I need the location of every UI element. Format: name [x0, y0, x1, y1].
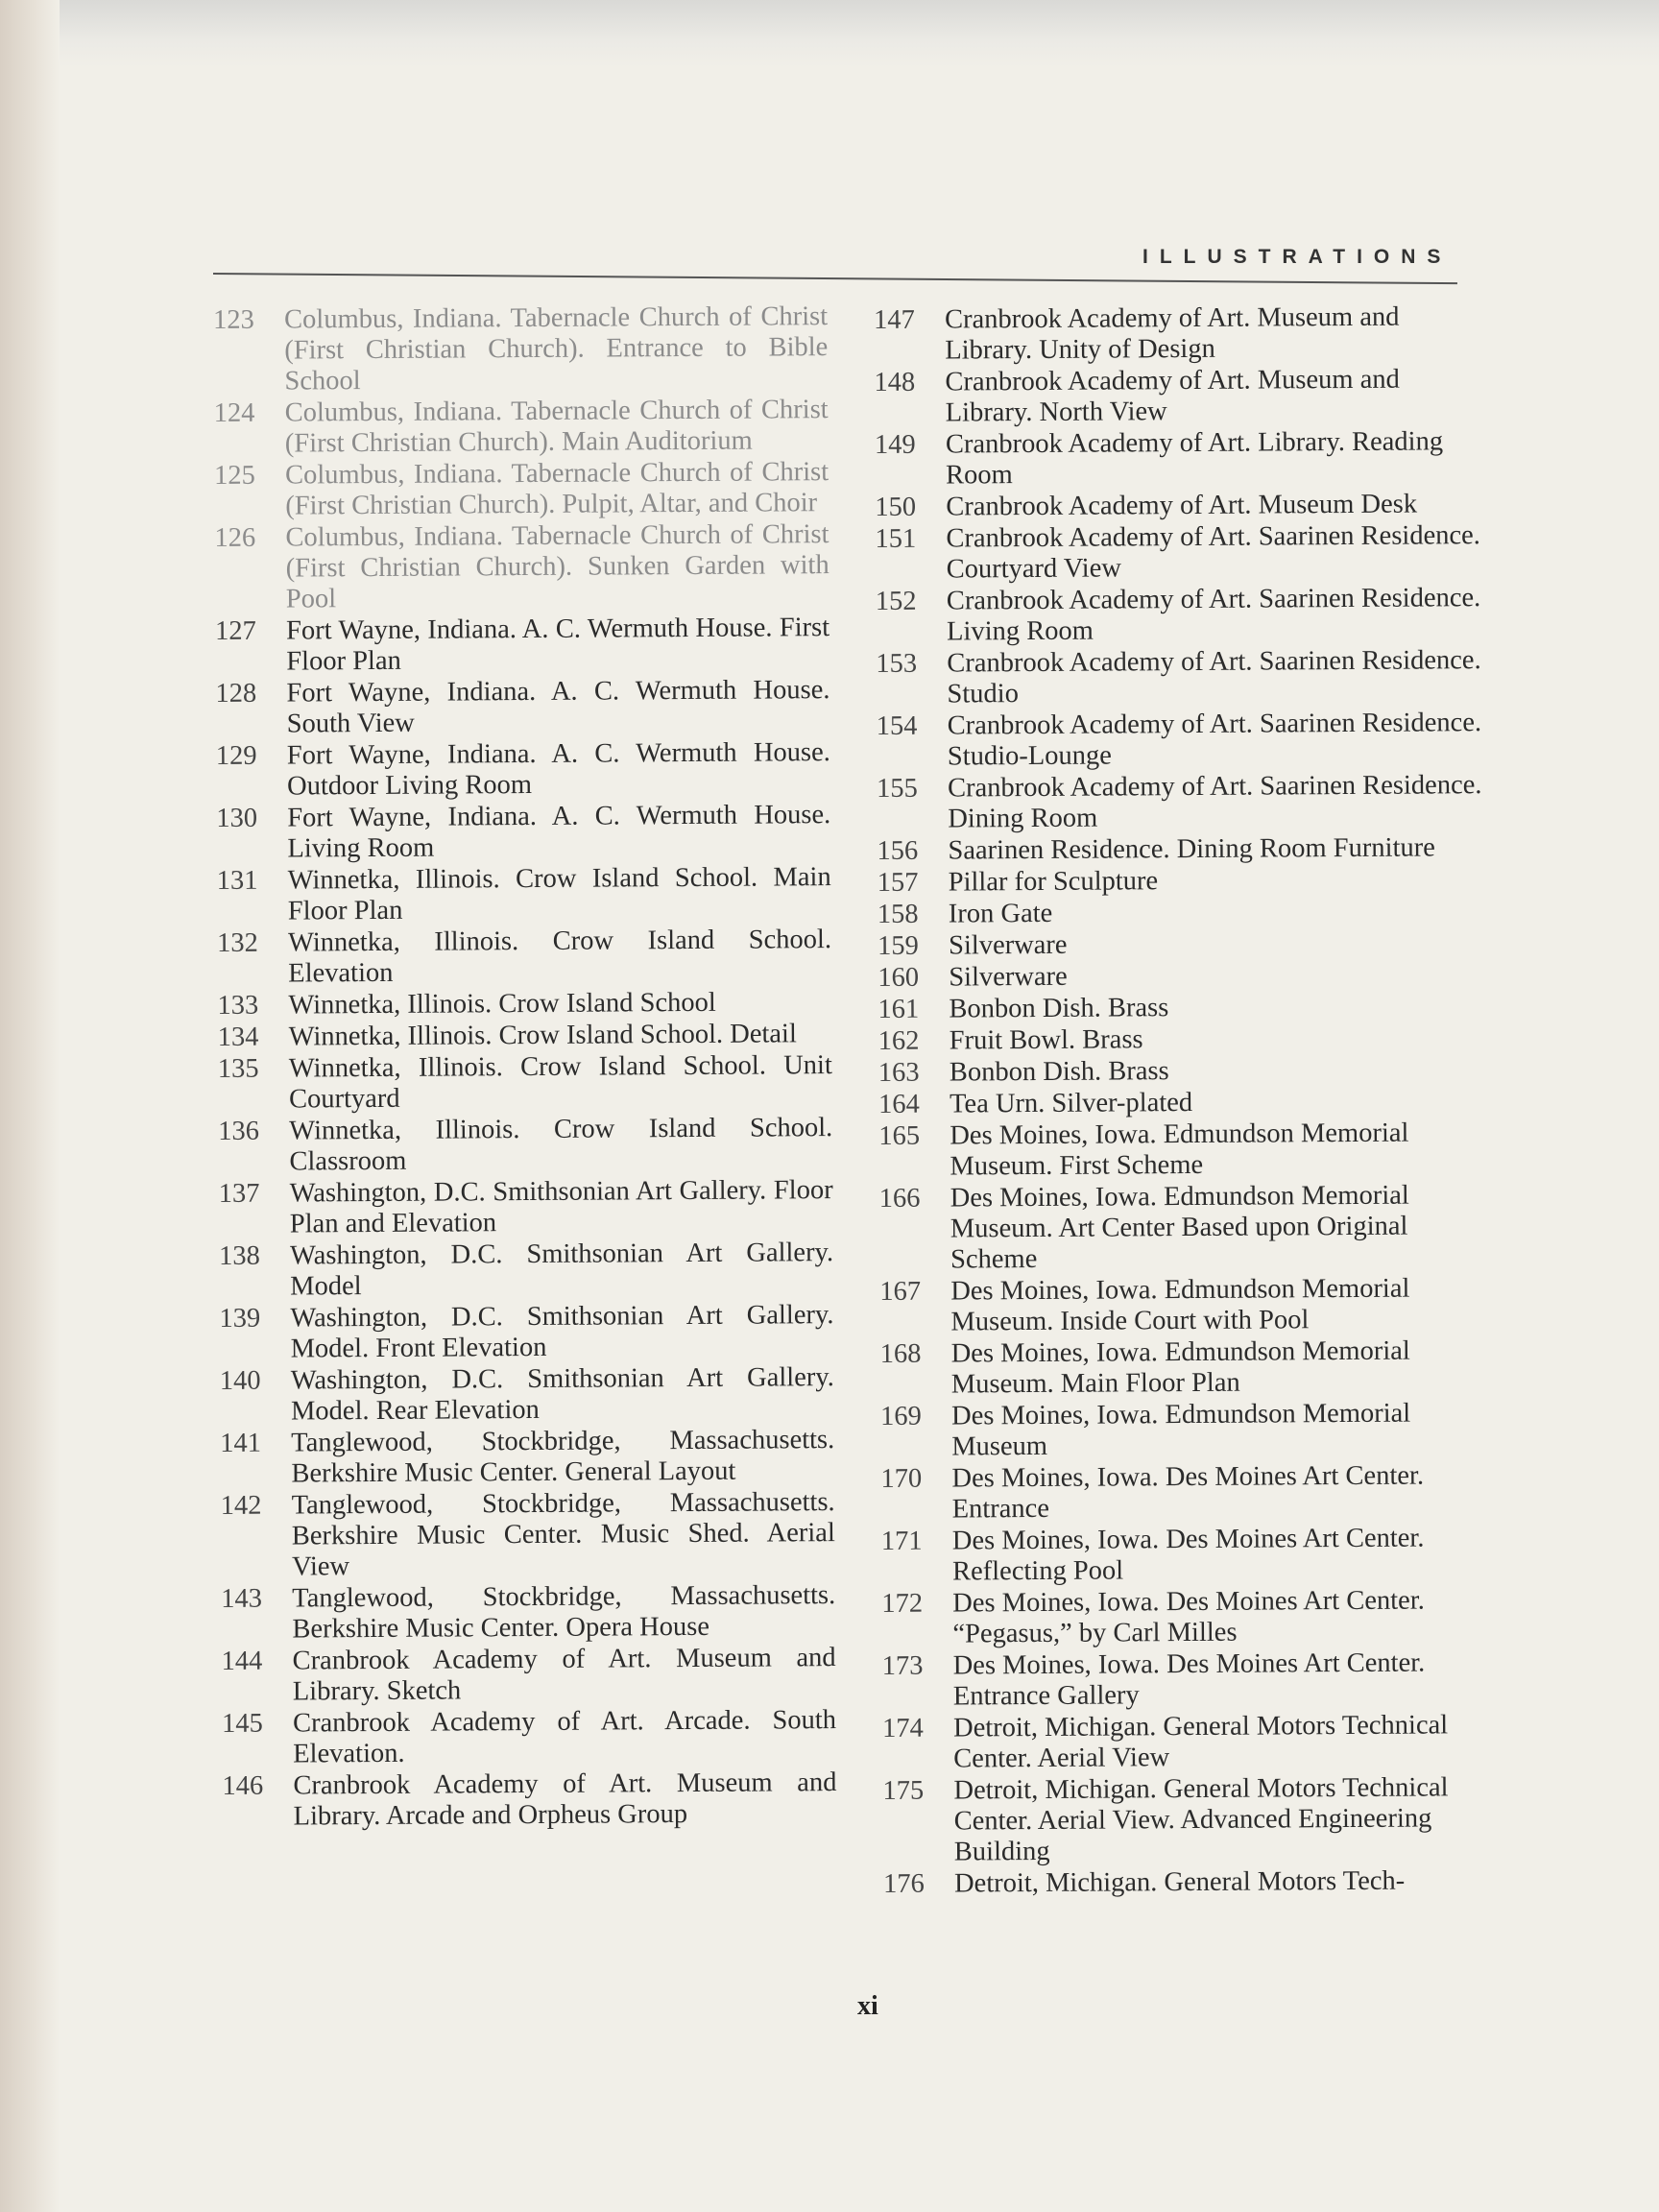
entry-number: 150: [875, 492, 917, 522]
illustration-entry: [878, 1118, 1493, 1183]
book-spine-shadow: [0, 0, 60, 2212]
entry-number: 137: [218, 1178, 260, 1209]
entry-caption: Bonbon Dish. Brass: [949, 1056, 1169, 1088]
entry-number: 140: [219, 1365, 261, 1396]
entry-caption: Cranbrook Academy of Art. Library. Reading Room: [945, 426, 1444, 491]
illustration-entry: [874, 301, 1488, 367]
illustration-entry: [214, 457, 829, 522]
illustration-entry: [874, 364, 1488, 429]
entry-number: 142: [220, 1490, 262, 1521]
illustration-entry: [878, 1086, 1493, 1120]
entry-number: 161: [878, 994, 920, 1024]
illustration-entry: [221, 1487, 836, 1583]
entry-caption: Des Moines, Iowa. Des Moines Art Center. “Pegasus,” by Carl Milles: [952, 1585, 1425, 1649]
entry-number: 158: [877, 899, 919, 929]
entry-number: 133: [217, 990, 259, 1021]
entry-number: 152: [875, 586, 917, 616]
illustration-entry: [876, 583, 1490, 648]
illustration-entry: [877, 770, 1491, 835]
illustration-entry: [878, 959, 1492, 994]
illustration-entry: [216, 800, 830, 865]
illustration-entry: [882, 1772, 1498, 1868]
illustration-entry: [879, 1180, 1495, 1276]
illustration-entry: [877, 832, 1491, 867]
entry-number: 138: [218, 1240, 260, 1271]
illustration-entry: [878, 1054, 1493, 1089]
entry-number: 173: [881, 1650, 924, 1681]
entry-number: 156: [877, 835, 919, 866]
entry-number: 148: [874, 367, 916, 397]
entry-number: 145: [221, 1708, 263, 1739]
entry-caption: Washington, D.C. Smithsonian Art Gallery. Model. Front Elevation: [290, 1300, 834, 1364]
illustration-entry: [219, 1238, 833, 1303]
illustration-entry: [877, 708, 1491, 773]
entry-number: 149: [874, 429, 916, 460]
illustration-entry: [216, 737, 830, 803]
entry-number: 153: [876, 648, 918, 679]
entry-caption: Silverware: [948, 929, 1068, 961]
entry-caption: Silverware: [949, 961, 1068, 993]
entry-caption: Winnetka, Illinois. Crow Island School: [288, 987, 716, 1021]
entry-number: 126: [214, 522, 256, 553]
entry-number: 165: [878, 1120, 921, 1151]
entry-caption: Iron Gate: [948, 898, 1053, 929]
entry-caption: Tea Urn. Silver-plated: [949, 1087, 1193, 1119]
header-rule: [213, 273, 1457, 284]
entry-caption: Des Moines, Iowa. Edmundson Memorial Museum. Art Center Based upon Original Scheme: [950, 1180, 1409, 1275]
entry-caption: Cranbrook Academy of Art. Saarinen Residence. Studio: [947, 645, 1481, 709]
illustration-entry: [222, 1767, 836, 1833]
illustration-entry: [217, 925, 831, 990]
left-column-list: [213, 301, 837, 1834]
entry-number: 157: [877, 867, 919, 898]
entry-caption: Cranbrook Academy of Art. Museum and Library. North View: [945, 364, 1400, 428]
entry-number: 151: [875, 523, 917, 554]
illustration-entry: [880, 1398, 1495, 1463]
page-top-shadow: [0, 0, 1659, 67]
illustration-entry: [219, 1175, 833, 1240]
entry-caption: Cranbrook Academy of Art. Museum and Library. Arcade and Orpheus Group: [293, 1767, 837, 1832]
illustration-entry: [878, 991, 1492, 1025]
illustration-entry: [215, 675, 830, 740]
entry-number: 176: [882, 1868, 925, 1899]
entry-number: 172: [881, 1588, 924, 1619]
entry-number: 168: [879, 1338, 922, 1369]
entry-number: 175: [882, 1775, 925, 1806]
entry-number: 162: [878, 1025, 920, 1056]
entry-caption: Winnetka, Illinois. Crow Island School. Unit Courtyard: [288, 1050, 832, 1115]
entry-number: 129: [215, 740, 257, 771]
illustration-entry: [882, 1647, 1497, 1713]
entry-number: 128: [215, 678, 257, 709]
entry-number: 169: [879, 1401, 922, 1431]
page-number: xi: [857, 1991, 878, 2021]
entry-caption: Cranbrook Academy of Art. Museum and Library. Unity of Design: [944, 301, 1400, 366]
entry-number: 174: [881, 1713, 924, 1743]
illustration-entry: [876, 645, 1490, 710]
illustration-entry: [880, 1460, 1495, 1526]
entry-number: 154: [876, 710, 918, 741]
entry-caption: Des Moines, Iowa. Edmundson Memorial Museum. Inside Court with Pool: [950, 1273, 1410, 1337]
section-title: ILLUSTRATIONS: [1142, 246, 1453, 268]
entry-caption: Tanglewood, Stockbridge, Massachusetts. Berkshire Music Center. Opera House: [292, 1580, 836, 1645]
entry-caption: Winnetka, Illinois. Crow Island School. Elevation: [287, 925, 832, 989]
illustration-entry: [875, 489, 1489, 523]
entry-caption: Winnetka, Illinois. Crow Island School. Classroom: [289, 1113, 833, 1177]
entry-number: 132: [216, 927, 258, 958]
entry-number: 139: [219, 1303, 261, 1334]
illustration-entry: [217, 987, 831, 1022]
entry-caption: Detroit, Michigan. General Motors Technical Center. Aerial View: [952, 1710, 1449, 1774]
entry-number: 167: [879, 1276, 922, 1307]
illustration-entry: [218, 1019, 832, 1053]
entry-number: 171: [880, 1526, 923, 1556]
entry-caption: Columbus, Indiana. Tabernacle Church of Christ (First Christian Church). Entrance to Bible School: [283, 301, 829, 397]
entry-number: 136: [218, 1116, 260, 1146]
illustration-entry: [879, 1273, 1494, 1338]
entry-number: 134: [217, 1022, 259, 1052]
entry-caption: Saarinen Residence. Dining Room Furniture: [948, 832, 1435, 866]
entry-caption: Des Moines, Iowa. Des Moines Art Center. Entrance: [951, 1460, 1425, 1525]
illustration-entry: [883, 1865, 1498, 1900]
entry-caption: Des Moines, Iowa. Des Moines Art Center. Reflecting Pool: [951, 1523, 1425, 1587]
entry-caption: Fort Wayne, Indiana. A. C. Wermuth House. First Floor Plan: [285, 613, 830, 677]
entry-caption: Cranbrook Academy of Art. Saarinen Residence. Courtyard View: [946, 520, 1480, 585]
entry-caption: Pillar for Sculpture: [948, 866, 1159, 898]
entry-number: 135: [217, 1053, 259, 1084]
illustration-entry: [218, 1113, 832, 1178]
illustration-entry: [217, 862, 831, 927]
entry-caption: Des Moines, Iowa. Edmundson Memorial Museum. Main Floor Plan: [950, 1335, 1410, 1400]
illustration-entry: [214, 395, 829, 460]
entry-number: 163: [878, 1057, 920, 1088]
illustration-entry: [878, 896, 1492, 930]
entry-number: 130: [216, 803, 258, 833]
entry-number: 147: [874, 304, 915, 335]
entry-caption: Tanglewood, Stockbridge, Massachusetts. Berkshire Music Center. Music Shed. Aerial View: [291, 1487, 835, 1582]
entry-caption: Cranbrook Academy of Art. Saarinen Residence. Studio-Lounge: [947, 708, 1482, 772]
illustration-entry: [220, 1425, 834, 1490]
illustration-entry: [215, 613, 830, 678]
entry-number: 124: [213, 397, 255, 428]
entry-caption: Winnetka, Illinois. Crow Island School. Main Floor Plan: [287, 862, 831, 926]
illustration-entry: [221, 1580, 835, 1646]
entry-number: 160: [878, 962, 920, 993]
entry-caption: Fort Wayne, Indiana. A. C. Wermuth House. Living Room: [287, 800, 831, 864]
entry-number: 146: [222, 1770, 264, 1801]
illustration-entry: [878, 864, 1492, 899]
illustration-entry: [220, 1362, 834, 1428]
entry-caption: Fort Wayne, Indiana. A. C. Wermuth House. South View: [286, 675, 830, 739]
illustration-entry: [213, 301, 829, 397]
illustration-entry: [878, 1022, 1493, 1057]
entry-number: 143: [221, 1583, 263, 1614]
entry-caption: Columbus, Indiana. Tabernacle Church of Christ (First Christian Church). Pulpit, Altar, and Choir: [284, 457, 830, 521]
entry-number: 159: [877, 930, 919, 961]
entry-caption: Washington, D.C. Smithsonian Art Gallery. Model: [289, 1238, 834, 1302]
entry-caption: Des Moines, Iowa. Des Moines Art Center. Entrance Gallery: [952, 1647, 1426, 1712]
illustration-entry: [214, 519, 830, 615]
entry-number: 123: [213, 304, 254, 335]
entry-caption: Winnetka, Illinois. Crow Island School. Detail: [288, 1019, 797, 1052]
entry-number: 155: [876, 773, 918, 804]
entry-caption: Bonbon Dish. Brass: [949, 993, 1169, 1024]
entry-caption: Des Moines, Iowa. Edmundson Memorial Museum: [950, 1398, 1411, 1462]
entry-caption: Fruit Bowl. Brass: [949, 1024, 1143, 1056]
entry-number: 125: [213, 460, 255, 491]
illustration-entry: [881, 1585, 1496, 1650]
illustration-entry: [875, 426, 1489, 492]
entry-caption: Detroit, Michigan. General Motors Tech-: [953, 1865, 1406, 1899]
right-column-list: [874, 301, 1498, 1901]
entry-number: 164: [878, 1089, 920, 1119]
entry-caption: Cranbrook Academy of Art. Saarinen Residence. Dining Room: [947, 770, 1482, 834]
entry-number: 141: [220, 1428, 262, 1458]
entry-caption: Fort Wayne, Indiana. A. C. Wermuth House. Outdoor Living Room: [286, 737, 830, 802]
entry-caption: Washington, D.C. Smithsonian Art Gallery. Model. Rear Elevation: [290, 1362, 834, 1427]
illustration-entry: [222, 1643, 836, 1708]
illustration-entry: [222, 1705, 836, 1770]
illustration-entry: [881, 1523, 1496, 1588]
entry-number: 144: [221, 1646, 263, 1676]
illustration-entry: [878, 927, 1492, 962]
illustration-entry: [882, 1710, 1497, 1775]
entry-caption: Columbus, Indiana. Tabernacle Church of Christ (First Christian Church). Main Auditorium: [284, 395, 829, 459]
entry-caption: Columbus, Indiana. Tabernacle Church of Christ (First Christian Church). Sunken Garden with Pool: [285, 519, 830, 614]
entry-caption: Des Moines, Iowa. Edmundson Memorial Museum. First Scheme: [950, 1118, 1409, 1182]
entry-number: 127: [214, 615, 256, 646]
illustration-entry: [875, 520, 1489, 586]
entry-number: 131: [216, 865, 258, 896]
entry-caption: Tanglewood, Stockbridge, Massachusetts. Berkshire Music Center. General Layout: [291, 1425, 835, 1489]
entry-caption: Cranbrook Academy of Art. Arcade. South Elevation.: [292, 1705, 837, 1769]
illustration-entry: [880, 1335, 1495, 1401]
entry-caption: Cranbrook Academy of Art. Museum and Library. Sketch: [292, 1643, 836, 1707]
illustration-entry: [219, 1300, 833, 1365]
entry-caption: Cranbrook Academy of Art. Saarinen Residence. Living Room: [946, 583, 1481, 647]
entry-number: 166: [878, 1183, 921, 1214]
entry-caption: Detroit, Michigan. General Motors Technical Center. Aerial View. Advanced Engineering Building: [953, 1772, 1449, 1867]
entry-caption: Washington, D.C. Smithsonian Art Gallery. Floor Plan and Elevation: [289, 1175, 833, 1239]
entry-number: 170: [880, 1463, 923, 1494]
entry-caption: Cranbrook Academy of Art. Museum Desk: [946, 489, 1418, 522]
illustration-entry: [218, 1050, 832, 1116]
